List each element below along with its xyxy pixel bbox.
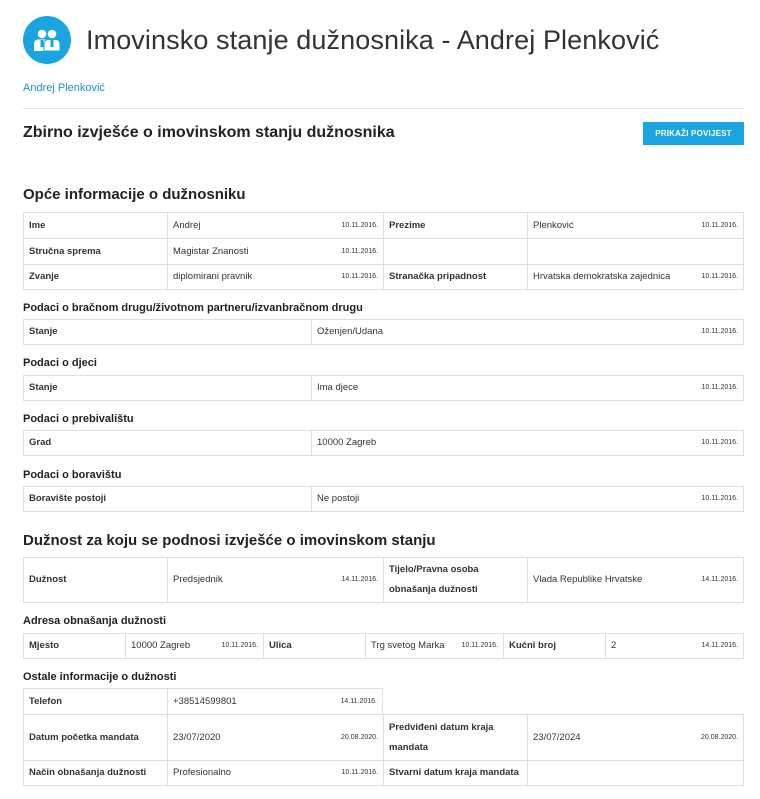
cell-value: Ima djece 10.11.2016. (311, 376, 744, 400)
cell-label: Grad (23, 431, 311, 455)
table-row (23, 430, 744, 456)
section-heading-general: Opće informacije o dužnosniku (23, 186, 246, 203)
cell-value: Ne postoji 10.11.2016. (311, 487, 744, 511)
section-heading-address: Adresa obnašanja dužnosti (23, 615, 167, 627)
cell-label: Boravište postoji (23, 487, 311, 511)
label-line: Tijelo/Pravna osoba (389, 564, 479, 575)
duty-table (23, 557, 744, 603)
section-heading-other: Ostale informacije o dužnosti (23, 671, 177, 683)
cell-label: Stanje (23, 376, 311, 400)
cell-value: Hrvatska demokratska zajednica 10.11.2016. (527, 265, 744, 289)
cell-label: Ime (23, 213, 167, 238)
page-title: Imovinsko stanje dužnosnika - Andrej Plenković (86, 24, 660, 55)
cell-value: Predsjednik 14.11.2016. (167, 558, 383, 602)
cell-label: Ulica (263, 634, 365, 658)
other-info-table (23, 688, 744, 786)
section-heading-spouse: Podaci o bračnom drugu/životnom partneru/izvanbračnom drugu (23, 302, 363, 314)
cell-label: Stvarni datum kraja mandata (383, 761, 527, 785)
table-row (23, 760, 744, 786)
cell-value: Vlada Republike Hrvatske 14.11.2016. (527, 558, 744, 602)
section-heading-children: Podaci o djeci (23, 357, 97, 369)
table-row (23, 319, 744, 345)
table-row (23, 557, 744, 603)
cell-label: Stranačka pripadnost (383, 265, 527, 289)
table-row (23, 486, 744, 512)
cell-label: Stanje (23, 320, 311, 344)
spouse-table (23, 319, 744, 345)
cell-value: 10000 Zagreb 10.11.2016. (125, 634, 263, 658)
people-icon (23, 16, 71, 64)
label-line: Predviđeni datum kraja (389, 721, 494, 733)
cell-value: 23/07/2020 20.08.2020. (167, 715, 383, 760)
table-row (23, 238, 744, 264)
cell-value: Trg svetog Marka 10.11.2016. (365, 634, 503, 658)
breadcrumb-link[interactable]: Andrej Plenković (23, 82, 105, 94)
cell-value: Andrej 10.11.2016. (167, 213, 383, 238)
cell-label: Mjesto (23, 634, 125, 658)
cell-label: Telefon (23, 688, 167, 714)
cell-label: Dužnost (23, 558, 167, 602)
general-info-table (23, 212, 744, 290)
label-line: mandata (389, 741, 429, 753)
cell-label: Stručna sprema (23, 239, 167, 264)
cell-label: Datum početka mandata (23, 715, 167, 760)
cell-label (383, 715, 527, 760)
show-history-button[interactable]: PRIKAŽI POVIJEST (643, 122, 744, 145)
divider (23, 108, 744, 109)
cell-value: 2 14.11.2016. (605, 634, 744, 658)
table-row (23, 633, 744, 659)
section-heading-duty: Dužnost za koju se podnosi izvješće o imovinskom stanju (23, 532, 436, 549)
cell-label: Kućni broj (503, 634, 605, 658)
cell-label: Prezime (383, 213, 527, 238)
cell-value: 10000 Zagreb 10.11.2016. (311, 431, 744, 455)
cell-value: +38514599801 14.11.2016. (167, 688, 383, 714)
children-table (23, 375, 744, 401)
cell-label (383, 558, 527, 602)
cell-value: 23/07/2024 20.08.2020. (527, 715, 744, 760)
cell-value: Plenković 10.11.2016. (527, 213, 744, 238)
cell-value: Profesionalno 10.11.2016. (167, 761, 383, 785)
report-title: Zbirno izvješće o imovinskom stanju dužnosnika (23, 124, 395, 141)
residence-table (23, 430, 744, 456)
table-row (23, 714, 744, 760)
section-heading-residence: Podaci o prebivalištu (23, 413, 134, 425)
cell-value: Magistar Znanosti 10.11.2016. (167, 239, 383, 264)
table-row (23, 264, 744, 290)
address-table (23, 633, 744, 659)
cell-label: Zvanje (23, 265, 167, 289)
stay-table (23, 486, 744, 512)
table-row (23, 375, 744, 401)
cell-value: diplomirani pravnik 10.11.2016. (167, 265, 383, 289)
table-row (23, 688, 744, 714)
table-row (23, 212, 744, 238)
cell-value (527, 761, 744, 785)
page-header (23, 16, 659, 64)
cell-value: Oženjen/Udana 10.11.2016. (311, 320, 744, 344)
cell-label (383, 239, 527, 264)
label-line: obnašanja dužnosti (389, 584, 478, 595)
cell-value (527, 239, 744, 264)
section-heading-stay: Podaci o boravištu (23, 469, 122, 481)
cell-label: Način obnašanja dužnosti (23, 761, 167, 785)
